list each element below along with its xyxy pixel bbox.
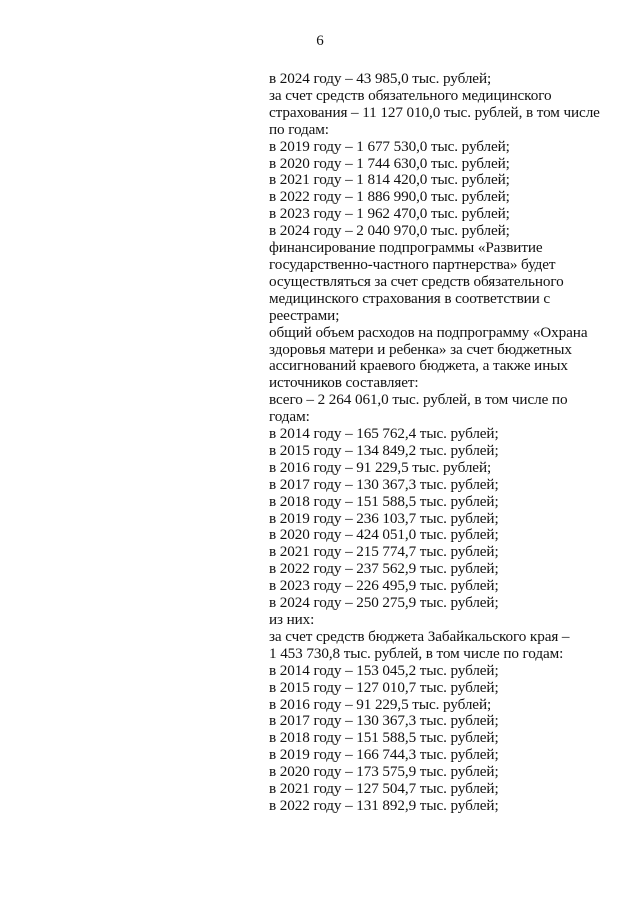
text-line: годам: bbox=[269, 408, 310, 426]
text-line: в 2020 году – 424 051,0 тыс. рублей; bbox=[269, 526, 499, 544]
page-number: 6 bbox=[316, 33, 324, 49]
text-line: в 2019 году – 166 744,3 тыс. рублей; bbox=[269, 746, 499, 764]
text-line: в 2019 году – 1 677 530,0 тыс. рублей; bbox=[269, 137, 510, 155]
text-line: по годам: bbox=[269, 120, 329, 138]
text-line: в 2021 году – 1 814 420,0 тыс. рублей; bbox=[269, 171, 510, 189]
text-line: всего – 2 264 061,0 тыс. рублей, в том числе по bbox=[269, 391, 568, 409]
text-line: государственно-частного партнерства» будет bbox=[269, 255, 556, 273]
text-line: в 2020 году – 1 744 630,0 тыс. рублей; bbox=[269, 154, 510, 172]
text-line: в 2024 году – 2 040 970,0 тыс. рублей; bbox=[269, 222, 510, 240]
text-line: в 2014 году – 153 045,2 тыс. рублей; bbox=[269, 661, 499, 679]
text-line: источников составляет: bbox=[269, 374, 419, 392]
text-line: в 2022 году – 131 892,9 тыс. рублей; bbox=[269, 796, 499, 814]
text-line: осуществляться за счет средств обязательного bbox=[269, 272, 564, 290]
text-line: ассигнований краевого бюджета, а также иных bbox=[269, 357, 568, 375]
text-line: в 2015 году – 134 849,2 тыс. рублей; bbox=[269, 441, 499, 459]
text-line: в 2017 году – 130 367,3 тыс. рублей; bbox=[269, 475, 499, 493]
text-line: в 2021 году – 127 504,7 тыс. рублей; bbox=[269, 780, 499, 798]
text-line: за счет средств бюджета Забайкальского края – bbox=[269, 627, 570, 645]
text-line: здоровья матери и ребенка» за счет бюджетных bbox=[269, 340, 572, 358]
text-line: медицинского страхования в соответствии с bbox=[269, 289, 551, 307]
text-line: в 2018 году – 151 588,5 тыс. рублей; bbox=[269, 492, 499, 510]
text-line: в 2019 году – 236 103,7 тыс. рублей; bbox=[269, 509, 499, 527]
text-line: в 2022 году – 237 562,9 тыс. рублей; bbox=[269, 560, 499, 578]
document-body bbox=[269, 71, 614, 815]
text-line: из них: bbox=[269, 611, 315, 628]
text-line: в 2014 году – 165 762,4 тыс. рублей; bbox=[269, 425, 499, 443]
text-line: в 2016 году – 91 229,5 тыс. рублей; bbox=[269, 458, 492, 476]
text-line: реестрами; bbox=[269, 306, 340, 324]
text-line: в 2022 году – 1 886 990,0 тыс. рублей; bbox=[269, 188, 510, 206]
text-line: в 2017 году – 130 367,3 тыс. рублей; bbox=[269, 712, 499, 730]
text-line: в 2016 году – 91 229,5 тыс. рублей; bbox=[269, 695, 492, 713]
text-line: в 2023 году – 226 495,9 тыс. рублей; bbox=[269, 577, 499, 595]
text-line: в 2021 году – 215 774,7 тыс. рублей; bbox=[269, 543, 499, 561]
text-line: финансирование подпрограммы «Развитие bbox=[269, 239, 543, 257]
text-line: за счет средств обязательного медицинского bbox=[269, 86, 552, 104]
text-line: в 2023 году – 1 962 470,0 тыс. рублей; bbox=[269, 205, 510, 223]
text-line: в 2020 году – 173 575,9 тыс. рублей; bbox=[269, 763, 499, 781]
text-line: в 2024 году – 250 275,9 тыс. рублей; bbox=[269, 594, 499, 612]
text-line: общий объем расходов на подпрограмму «Охрана bbox=[269, 323, 588, 341]
text-line: в 2018 году – 151 588,5 тыс. рублей; bbox=[269, 729, 499, 747]
text-line: в 2015 году – 127 010,7 тыс. рублей; bbox=[269, 678, 499, 696]
text-line: 1 453 730,8 тыс. рублей, в том числе по годам: bbox=[269, 644, 564, 662]
text-line: страхования – 11 127 010,0 тыс. рублей, в том числе bbox=[269, 103, 600, 121]
text-line: в 2024 году – 43 985,0 тыс. рублей; bbox=[269, 70, 492, 87]
